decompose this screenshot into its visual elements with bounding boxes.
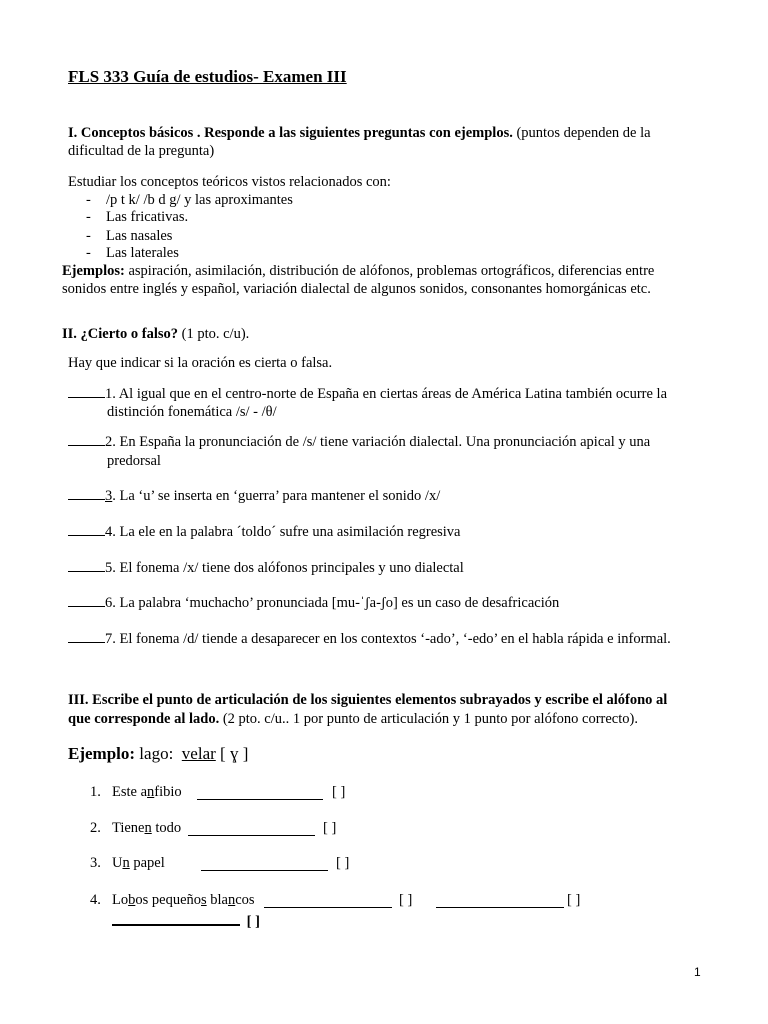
allophone-bracket[interactable]: [ ]: [332, 784, 346, 800]
answer-blank[interactable]: [68, 642, 105, 643]
articulation-blank[interactable]: [188, 819, 315, 836]
bullet-4: - Las laterales: [86, 245, 179, 261]
tf-item-5: [68, 559, 464, 577]
answer-blank[interactable]: [68, 397, 105, 398]
section1-intro: Estudiar los conceptos teóricos vistos relacionados con:: [68, 174, 391, 190]
section3-heading-bold2: que corresponde al lado.: [68, 711, 220, 727]
section2-heading-rest: (1 pto. c/u).: [178, 326, 250, 342]
document-title: FLS 333 Guía de estudios- Examen III: [68, 67, 347, 86]
tf-item-num: 7.: [105, 631, 116, 647]
item-word: Tienen todo: [112, 820, 182, 836]
allophone-bracket[interactable]: [ ]: [399, 892, 413, 908]
bullet-3-text: Las nasales: [106, 228, 173, 244]
bullet-2-text: Las fricativas.: [106, 209, 189, 225]
tf-item-text: En España la pronunciación de /s/ tiene variación dialectal. Una pronunciación apical y una: [115, 434, 651, 450]
tf-item-3: [68, 487, 440, 505]
tf-item-text: Al igual que en el centro-norte de España en ciertas áreas de América Latina también ocurre la: [115, 386, 668, 402]
tf-item-num: 1.: [105, 386, 116, 402]
allophone-bracket[interactable]: [ ]: [567, 892, 581, 908]
section1-examples-line2: sonidos entre inglés y español, variación dialectal de algunos sonidos, consonantes homorgánicas etc.: [62, 281, 651, 297]
articulation-item-3: [90, 854, 350, 872]
tf-item-text: El fonema /x/ tiene dos alófonos principales y uno dialectal: [115, 560, 464, 576]
answer-blank[interactable]: [68, 571, 105, 572]
tf-item-text: . La ‘u’ se inserta en ‘guerra’ para mantener el sonido /x/: [112, 488, 441, 504]
tf-item-text: La ele en la palabra ´toldo´ sufre una asimilación regresiva: [115, 524, 461, 540]
item-word: Lobos pequeños blancos: [112, 892, 255, 908]
bullet-1-text: /p t k/ /b d g/ y las aproximantes: [106, 192, 293, 208]
example-word: lago:: [135, 744, 174, 763]
item-num: 2.: [90, 820, 101, 836]
tf-item-num: 4.: [105, 524, 116, 540]
bullet-3: - Las nasales: [86, 228, 173, 244]
tf-item-num: 3: [105, 488, 113, 504]
allophone-bracket[interactable]: [ ]: [246, 914, 260, 930]
articulation-blank[interactable]: [436, 891, 564, 908]
articulation-item-4: [90, 891, 581, 909]
tf-item-text: El fonema /d/ tiende a desaparecer en los contextos ‘-ado’, ‘-edo’ en el habla rápida e informal.: [115, 631, 671, 647]
section3-heading-line2: [68, 710, 638, 728]
section1-heading-line2: dificultad de la pregunta): [68, 143, 215, 159]
answer-blank[interactable]: [68, 499, 105, 500]
section1-examples: [62, 262, 654, 280]
section3-heading-rest: (2 pto. c/u.. 1 por punto de articulación y 1 punto por alófono correcto).: [219, 711, 638, 727]
section3-heading: III. Escribe el punto de articulación de los siguientes elementos subrayados y escribe el alófono al: [68, 692, 668, 708]
articulation-blank[interactable]: [112, 908, 240, 926]
tf-item-text: La palabra ‘muchacho’ pronunciada [mu-ˈʃa-ʃo] es un caso de desafricación: [115, 595, 560, 611]
example-allophone: [ ɣ ]: [215, 744, 249, 763]
example-answer: velar: [181, 744, 216, 763]
allophone-bracket[interactable]: [ ]: [323, 820, 337, 836]
section2-intro: Hay que indicar si la oración es cierta o falsa.: [68, 355, 333, 371]
bullet-1: - /p t k/ /b d g/ y las aproximantes: [86, 192, 293, 208]
tf-item-num: 6.: [105, 595, 116, 611]
tf-item-2: [68, 433, 650, 451]
answer-blank[interactable]: [68, 535, 105, 536]
section2-heading-bold: II. ¿Cierto o falso?: [62, 326, 178, 342]
tf-item-4: [68, 523, 461, 541]
answer-blank[interactable]: [68, 445, 105, 446]
articulation-item-1: [90, 783, 346, 801]
articulation-blank[interactable]: [201, 854, 328, 871]
section1-heading: [68, 124, 651, 142]
section1-heading-bold: I. Conceptos básicos . Responde a las siguientes preguntas con ejemplos.: [68, 125, 513, 141]
tf-item-num: 2.: [105, 434, 116, 450]
tf-item-num: 5.: [105, 560, 116, 576]
examples-label: Ejemplos:: [62, 263, 125, 279]
page-number: 1: [694, 965, 701, 979]
item-word: Este anfibio: [112, 784, 182, 800]
articulation-blank[interactable]: [197, 783, 323, 800]
section1-heading-rest: (puntos dependen de la: [512, 125, 651, 141]
section2-heading: [62, 325, 249, 343]
example-label: Ejemplo:: [68, 744, 136, 763]
tf-item-1: [68, 385, 667, 403]
articulation-blank[interactable]: [264, 891, 392, 908]
tf-item-2-line2: predorsal: [107, 453, 161, 469]
item-num: 3.: [90, 855, 101, 871]
item-word: Un papel: [112, 855, 165, 871]
articulation-item-2: [90, 819, 337, 837]
tf-item-6: [68, 594, 559, 612]
item-num: 1.: [90, 784, 101, 800]
examples-text: aspiración, asimilación, distribución de alófonos, problemas ortográficos, diferencias entre: [124, 263, 655, 279]
bullet-4-text: Las laterales: [106, 245, 179, 261]
tf-item-7: [68, 630, 671, 648]
bullet-2: - Las fricativas.: [86, 209, 189, 225]
example-line: [68, 745, 248, 763]
item-num: 4.: [90, 892, 101, 908]
allophone-bracket[interactable]: [ ]: [336, 855, 350, 871]
answer-blank[interactable]: [68, 606, 105, 607]
articulation-item-4-line2: [112, 908, 260, 931]
tf-item-1-line2: distinción fonemática /s/ - /θ/: [107, 404, 277, 420]
